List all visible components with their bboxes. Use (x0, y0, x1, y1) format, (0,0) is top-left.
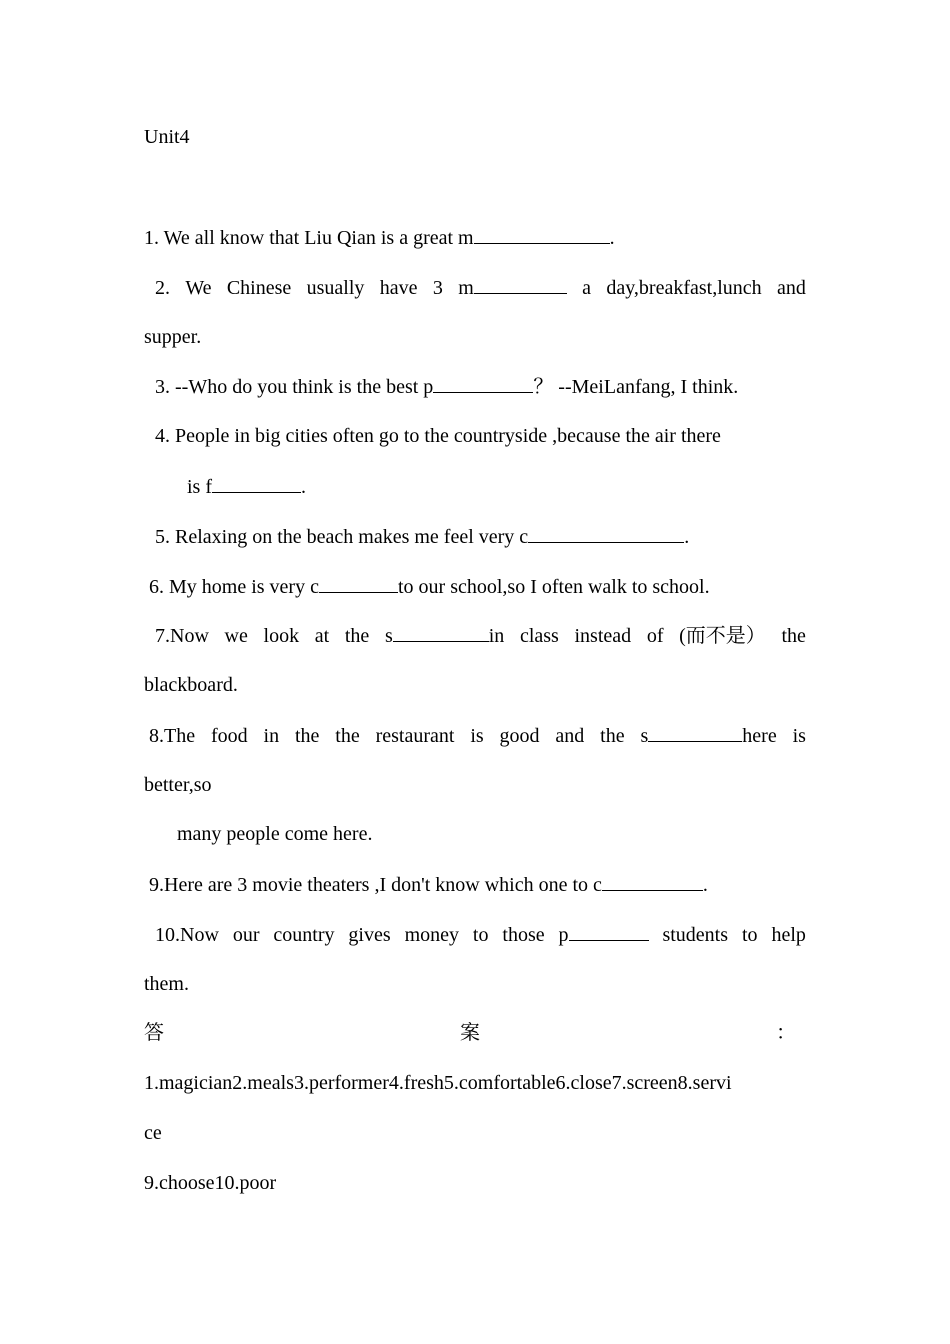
answer-blank-10[interactable] (569, 922, 649, 941)
page-title: Unit4 (144, 126, 190, 148)
question-6: 6. My home is very c to our school,so I often walk to school. (149, 576, 710, 598)
question-4: 4. People in big cities often go to the countryside ,because the air there (155, 425, 721, 447)
answer-blank-1[interactable] (474, 225, 610, 244)
question-3: 3. --Who do you think is the best p ？ --MeiLanfang, I think. (155, 376, 739, 398)
answers-line-2: ce (144, 1122, 162, 1144)
question-5: 5. Relaxing on the beach makes me feel very c . (155, 526, 690, 548)
question-2-continued: supper. (144, 326, 202, 348)
question-8: 8.The food in the the restaurant is good and the s here is (149, 725, 806, 747)
question-7-continued: blackboard. (144, 674, 238, 696)
question-7: 7.Now we look at the s in class instead of (而不是） the (155, 625, 806, 647)
answer-blank-7[interactable] (393, 623, 489, 642)
answer-blank-4[interactable] (212, 474, 301, 493)
question-1: 1. We all know that Liu Qian is a great m . (144, 227, 615, 249)
question-4-continued: is f . (187, 476, 306, 498)
answer-blank-5[interactable] (528, 524, 684, 543)
answer-blank-2[interactable] (474, 275, 567, 294)
question-8-continued-2: many people come here. (177, 823, 373, 845)
question-10: 10.Now our country gives money to those p students to help (155, 924, 806, 946)
question-8-continued: better,so (144, 774, 212, 796)
question-2: 2. We Chinese usually have 3 m a day,breakfast,lunch and (155, 277, 806, 299)
question-1-text: 1. We all know that Liu Qian is a great m (144, 227, 474, 249)
answer-blank-3[interactable] (433, 374, 533, 393)
answer-blank-6[interactable] (319, 574, 398, 593)
answer-blank-8[interactable] (648, 723, 742, 742)
answers-heading: 答 案 ： (144, 1022, 796, 1044)
answers-line-1: 1.magician2.meals3.performer4.fresh5.comfortable6.close7.screen8.servi (144, 1072, 732, 1094)
answers-line-3: 9.choose10.poor (144, 1172, 277, 1194)
question-9: 9.Here are 3 movie theaters ,I don't know which one to c . (149, 874, 708, 896)
answer-blank-9[interactable] (602, 872, 703, 891)
question-10-continued: them. (144, 973, 189, 995)
